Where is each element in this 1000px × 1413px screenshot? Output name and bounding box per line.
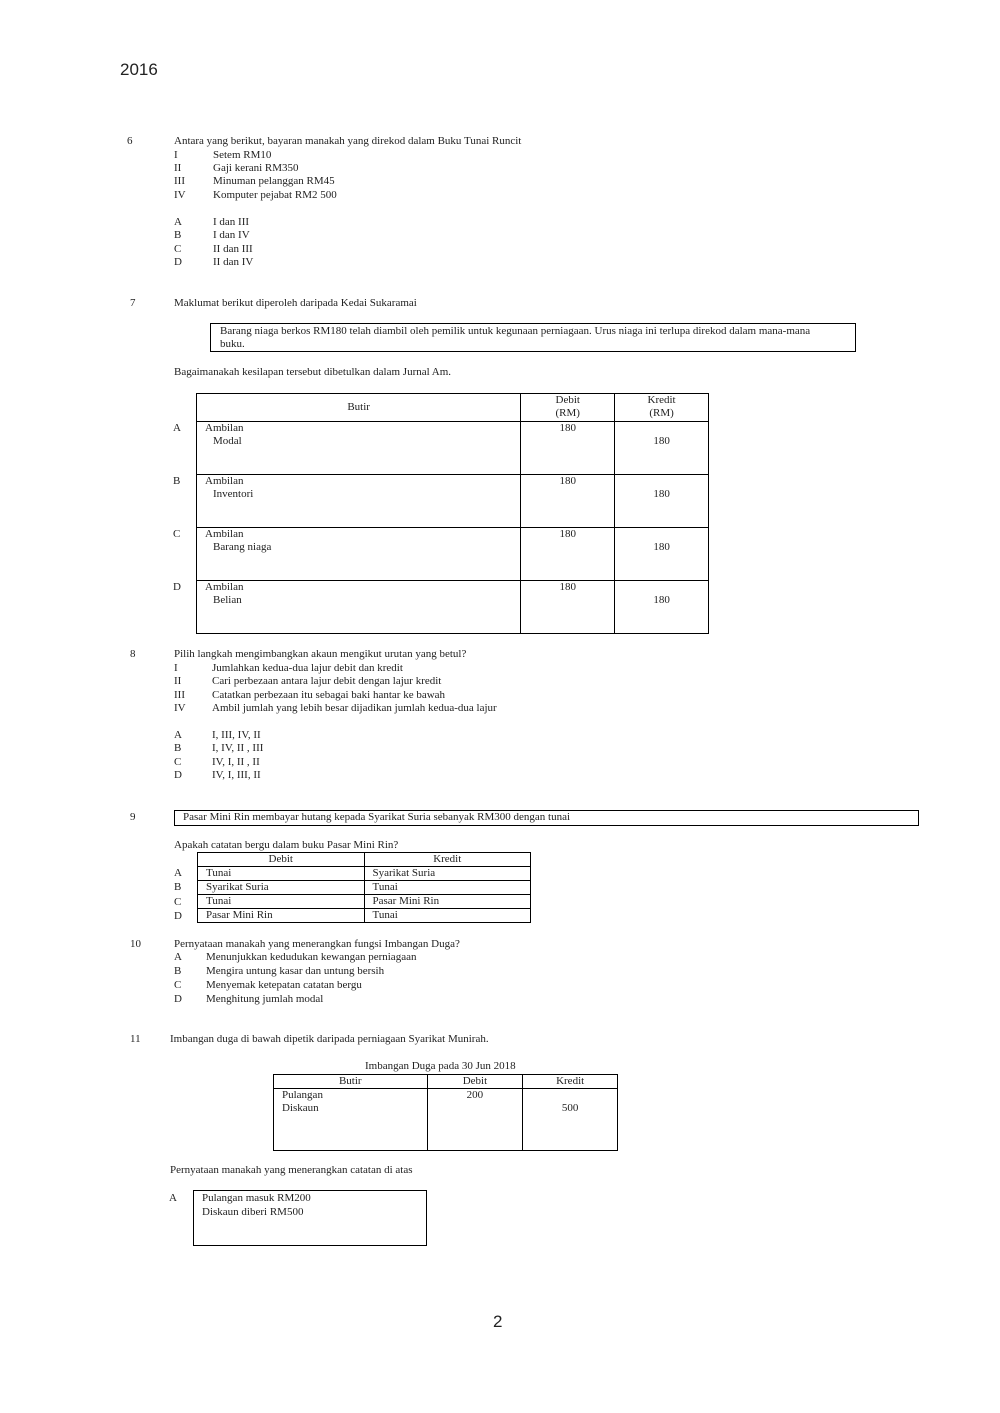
q11-header-butir: Butir	[274, 1075, 428, 1089]
q7-row-debit: 180	[521, 581, 615, 634]
q6-item-roman: II	[174, 162, 182, 174]
q8-option-letter[interactable]: D	[174, 769, 182, 781]
q11-stem: Imbangan duga di bawah dipetik daripada perniagaan Syarikat Munirah.	[170, 1033, 489, 1045]
q10-option-text[interactable]: Menghitung jumlah modal	[206, 993, 324, 1005]
q7-debit-item: Ambilan	[205, 475, 244, 487]
q9-header-debit: Debit	[198, 853, 365, 867]
q6-option-text[interactable]: I dan IV	[213, 229, 250, 241]
q6-item-roman: I	[174, 149, 178, 161]
q7-credit-item: Modal	[213, 435, 242, 447]
q7-kredit-value: 180	[653, 594, 670, 606]
q11-row-kredit: 500	[561, 1102, 579, 1114]
q9-row-debit: Tunai	[198, 895, 365, 909]
q11-option-a-line2: Diskaun diberi RM500	[202, 1206, 304, 1218]
q9-header-kredit: Kredit	[364, 853, 531, 867]
q11-option-letter[interactable]: A	[169, 1192, 177, 1204]
q7-number: 7	[130, 297, 136, 309]
q10-option-text[interactable]: Menunjukkan kedudukan kewangan perniagaan	[206, 951, 417, 963]
q7-row-kredit	[615, 581, 709, 634]
table-row	[198, 881, 531, 895]
q9-row-kredit: Pasar Mini Rin	[364, 895, 531, 909]
q7-debit-item: Ambilan	[205, 528, 244, 540]
q10-stem: Pernyataan manakah yang menerangkan fungsi Imbangan Duga?	[174, 938, 460, 950]
q6-option-letter[interactable]: B	[174, 229, 182, 241]
table-row	[198, 909, 531, 923]
q9-double-entry-table	[197, 852, 531, 923]
q6-stem: Antara yang berikut, bayaran manakah yang direkod dalam Buku Tunai Runcit	[174, 135, 522, 147]
q7-row-butir	[197, 422, 521, 475]
q7-header-debit-label: Debit	[555, 394, 580, 406]
page-number: 2	[493, 1312, 503, 1331]
q8-item-text: Jumlahkan kedua-dua lajur debit dan kredit	[212, 662, 403, 674]
q7-option-letter[interactable]: D	[173, 581, 181, 593]
q9-option-letter[interactable]: C	[174, 896, 182, 908]
q6-item-text: Komputer pejabat RM2 500	[213, 189, 337, 201]
q8-item-roman: IV	[174, 702, 186, 714]
q7-row-butir	[197, 581, 521, 634]
q7-row-kredit	[615, 528, 709, 581]
q7-question: Bagaimanakah kesilapan tersebut dibetulkan dalam Jurnal Am.	[174, 366, 452, 378]
q6-option-letter[interactable]: A	[174, 216, 182, 228]
table-row	[197, 422, 709, 475]
q8-option-text[interactable]: IV, I, III, II	[212, 769, 261, 781]
q11-body-debit	[427, 1089, 523, 1151]
q7-header-kredit-unit: (RM)	[649, 407, 674, 419]
q9-option-letter[interactable]: D	[174, 910, 182, 922]
q6-item-text: Setem RM10	[213, 149, 272, 161]
q7-header-butir: Butir	[197, 394, 521, 422]
q8-option-letter[interactable]: C	[174, 756, 182, 768]
q11-row-butir: Diskaun	[282, 1102, 319, 1114]
q9-row-kredit: Tunai	[364, 909, 531, 923]
q6-option-text[interactable]: I dan III	[213, 216, 250, 228]
q9-option-letter[interactable]: A	[174, 867, 182, 879]
q7-kredit-value: 180	[653, 435, 670, 447]
q11-row-debit: 200	[466, 1089, 484, 1101]
q6-item-text: Minuman pelanggan RM45	[213, 175, 335, 187]
q7-credit-item: Inventori	[213, 488, 254, 500]
q6-item-text: Gaji kerani RM350	[213, 162, 299, 174]
q7-option-letter[interactable]: A	[173, 422, 181, 434]
q10-option-letter[interactable]: C	[174, 979, 182, 991]
q11-option-a-box[interactable]	[193, 1190, 427, 1246]
table-row	[197, 475, 709, 528]
q7-header-debit	[521, 394, 615, 422]
q8-number: 8	[130, 648, 136, 660]
q7-stem: Maklumat berikut diperoleh daripada Kedai Sukaramai	[174, 297, 417, 309]
table-row	[197, 528, 709, 581]
q11-question: Pernyataan manakah yang menerangkan catatan di atas	[170, 1164, 413, 1176]
q7-kredit-value: 180	[653, 541, 670, 553]
q7-row-debit: 180	[521, 475, 615, 528]
table-row	[198, 895, 531, 909]
q9-info-text: Pasar Mini Rin membayar hutang kepada Syarikat Suria sebanyak RM300 dengan tunai	[183, 811, 571, 823]
q8-item-roman: II	[174, 675, 182, 687]
q9-row-kredit: Tunai	[364, 881, 531, 895]
q8-option-text[interactable]: IV, I, II , II	[212, 756, 260, 768]
q10-option-text[interactable]: Mengira untung kasar dan untung bersih	[206, 965, 385, 977]
q7-row-butir	[197, 528, 521, 581]
q7-row-debit: 180	[521, 528, 615, 581]
q8-item-text: Ambil jumlah yang lebih besar dijadikan jumlah kedua-dua lajur	[212, 702, 497, 714]
q8-item-text: Cari perbezaan antara lajur debit dengan lajur kredit	[212, 675, 442, 687]
q8-option-text[interactable]: I, III, IV, II	[212, 729, 261, 741]
q7-info-line1: Barang niaga berkos RM180 telah diambil oleh pemilik untuk kegunaan perniagaan. Urus niaga ini terlupa direkod dalam mana-mana	[220, 325, 811, 337]
q6-option-text[interactable]: II dan IV	[213, 256, 254, 268]
table-row	[274, 1089, 618, 1151]
q7-option-letter[interactable]: B	[173, 475, 181, 487]
q10-option-letter[interactable]: A	[174, 951, 182, 963]
q10-option-text[interactable]: Menyemak ketepatan catatan bergu	[206, 979, 362, 991]
q7-row-debit: 180	[521, 422, 615, 475]
q7-option-letter[interactable]: C	[173, 528, 181, 540]
q11-body-kredit	[523, 1089, 618, 1151]
q6-option-letter[interactable]: C	[174, 243, 182, 255]
q9-row-kredit: Syarikat Suria	[364, 867, 531, 881]
q7-row-butir	[197, 475, 521, 528]
q6-option-letter[interactable]: D	[174, 256, 182, 268]
q10-number: 10	[130, 938, 141, 950]
q11-row-butir: Pulangan	[282, 1089, 323, 1101]
q6-item-roman: IV	[174, 189, 186, 201]
q7-debit-item: Ambilan	[205, 422, 244, 434]
q10-option-letter[interactable]: D	[174, 993, 182, 1005]
table-row	[197, 581, 709, 634]
q8-item-roman: III	[174, 689, 185, 701]
q6-option-text[interactable]: II dan III	[213, 243, 253, 255]
q8-option-letter[interactable]: A	[174, 729, 182, 741]
q7-info-line2: buku.	[220, 338, 245, 350]
q9-number: 9	[130, 811, 136, 823]
q8-item-roman: I	[174, 662, 178, 674]
q8-option-text[interactable]: I, IV, II , III	[212, 742, 264, 754]
q7-kredit-value: 180	[653, 488, 670, 500]
q10-option-letter[interactable]: B	[174, 965, 182, 977]
q7-credit-item: Barang niaga	[213, 541, 272, 553]
q6-item-roman: III	[174, 175, 185, 187]
q11-header-kredit: Kredit	[523, 1075, 618, 1089]
q9-row-debit: Tunai	[198, 867, 365, 881]
q9-info-box	[174, 810, 919, 826]
q6-number: 6	[127, 135, 133, 147]
q7-debit-item: Ambilan	[205, 581, 244, 593]
q7-credit-item: Belian	[213, 594, 242, 606]
q11-header-debit: Debit	[427, 1075, 523, 1089]
q11-body-butir	[274, 1089, 428, 1151]
q11-option-a-line1: Pulangan masuk RM200	[202, 1192, 311, 1204]
table-row	[198, 867, 531, 881]
q11-number: 11	[130, 1033, 141, 1045]
q7-row-kredit	[615, 422, 709, 475]
q8-item-text: Catatkan perbezaan itu sebagai baki hantar ke bawah	[212, 689, 446, 701]
q9-row-debit: Pasar Mini Rin	[198, 909, 365, 923]
q8-option-letter[interactable]: B	[174, 742, 182, 754]
q7-header-kredit	[615, 394, 709, 422]
q7-journal-table	[196, 393, 709, 634]
q11-table-title: Imbangan Duga pada 30 Jun 2018	[365, 1060, 516, 1072]
q9-question: Apakah catatan bergu dalam buku Pasar Mini Rin?	[174, 839, 399, 851]
q7-header-debit-unit: (RM)	[555, 407, 580, 419]
q9-row-debit: Syarikat Suria	[198, 881, 365, 895]
q8-stem: Pilih langkah mengimbangkan akaun mengikut urutan yang betul?	[174, 648, 467, 660]
q9-option-letter[interactable]: B	[174, 881, 182, 893]
q11-trial-balance-table	[273, 1074, 618, 1151]
q7-row-kredit	[615, 475, 709, 528]
q7-info-box	[210, 323, 856, 352]
q7-header-kredit-label: Kredit	[647, 394, 676, 406]
page-year: 2016	[120, 60, 158, 79]
